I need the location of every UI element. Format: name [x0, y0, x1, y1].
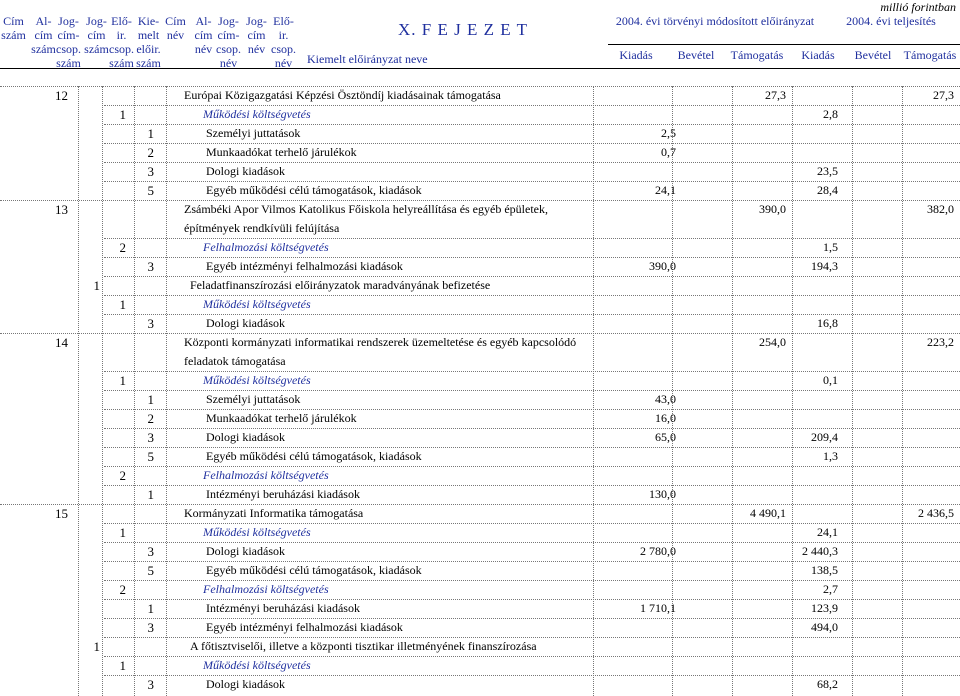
col-header-line: Elő- [111, 14, 132, 28]
table-row [0, 181, 960, 200]
row-label: Dologi kiadások [206, 316, 285, 330]
row-code: 1 [147, 126, 154, 141]
row-tamogatas-2: 382,0 [927, 202, 954, 216]
row-label: Kormányzati Informatika támogatása [184, 506, 364, 520]
row-label: Dologi kiadások [206, 164, 285, 178]
col-header-line: szám [84, 42, 109, 56]
row-code: 1 [119, 525, 126, 540]
table-row [0, 200, 960, 238]
row-kiadas: 390,0 [649, 259, 676, 273]
row-kiadas-2: 28,4 [817, 183, 838, 197]
row-label: Felhalmozási költségvetés [203, 468, 329, 482]
table-row [0, 523, 960, 542]
row-kiadas: 24,1 [655, 183, 676, 197]
row-tamogatas-1: 4 490,1 [750, 506, 786, 520]
row-label: Egyéb intézményi felhalmozási kiadások [206, 259, 403, 273]
row-code: 1 [147, 392, 154, 407]
row-kiadas-2: 1,5 [823, 240, 838, 254]
row-tamogatas-2: 27,3 [933, 88, 954, 102]
col-header-line: név [247, 42, 266, 56]
col-header-1 [30, 14, 57, 56]
row-code: 2 [119, 582, 126, 597]
col-header-line: csop. [56, 42, 81, 56]
row-kiadas: 0,7 [661, 145, 676, 159]
row-tamogatas-1: 27,3 [765, 88, 786, 102]
group2-title: 2004. évi teljesítés [846, 14, 936, 28]
col-header-line: cím- [217, 28, 240, 42]
row-kiadas-2: 16,8 [817, 316, 838, 330]
col-header-line: szám [31, 42, 56, 56]
row-code: 1 [119, 658, 126, 673]
col-header-line: név [219, 56, 238, 70]
col-header-line: Elő- [273, 14, 294, 28]
col-header-line: szám [1, 28, 26, 42]
col-header-line: Jog- [58, 14, 79, 28]
table-row [0, 599, 960, 618]
col-header-line: cím [87, 28, 106, 42]
row-label: Munkaadókat terhelő járulékok [206, 145, 357, 159]
col-header-10 [270, 14, 297, 70]
table-row [0, 86, 960, 105]
table-row [0, 656, 960, 675]
row-label: Felhalmozási költségvetés [203, 240, 329, 254]
table-row [0, 257, 960, 276]
row-code: 2 [119, 240, 126, 255]
col-header-line: csop. [109, 42, 134, 56]
row-label: Működési költségvetés [203, 525, 311, 539]
row-kiadas-2: 194,3 [811, 259, 838, 273]
row-kiadas-2: 1,3 [823, 449, 838, 463]
col-header-2 [55, 14, 82, 70]
row-label-cont: építmények rendkívüli felújítása [184, 221, 340, 235]
row-label: A főtisztviselői, illetve a központi tisztikar illetményének finanszírozása [190, 639, 537, 653]
table-row [0, 238, 960, 257]
col-header-line: Jog- [218, 14, 239, 28]
table-row [0, 105, 960, 124]
table-row [0, 618, 960, 637]
sub-col-header-2: Támogatás [730, 48, 784, 62]
row-label: Dologi kiadások [206, 677, 285, 691]
table-row [0, 485, 960, 504]
col-header-line: cím [34, 28, 53, 42]
table-row [0, 542, 960, 561]
row-label: Intézményi beruházási kiadások [206, 601, 360, 615]
table-row [0, 466, 960, 485]
row-label: Munkaadókat terhelő járulékok [206, 411, 357, 425]
sub-col-header-0: Kiadás [619, 48, 653, 62]
row-label: Működési költségvetés [203, 107, 311, 121]
table-row [0, 428, 960, 447]
row-kiadas: 130,0 [649, 487, 676, 501]
row-label-cont: feladatok támogatása [184, 354, 286, 368]
row-code: 12 [55, 88, 68, 103]
col-header-line: Al- [35, 14, 52, 28]
row-kiadas-2: 2,7 [823, 582, 838, 596]
row-label: Működési költségvetés [203, 297, 311, 311]
col-header-5 [135, 14, 162, 70]
col-header-9 [243, 14, 270, 56]
row-label: Egyéb működési célú támogatások, kiadások [206, 449, 422, 463]
row-code: 5 [147, 449, 154, 464]
table-row [0, 314, 960, 333]
row-tamogatas-1: 390,0 [759, 202, 786, 216]
sub-col-header-5: Támogatás [903, 48, 957, 62]
row-label: Intézményi beruházási kiadások [206, 487, 360, 501]
col-header-line: Jog- [86, 14, 107, 28]
row-label: Dologi kiadások [206, 544, 285, 558]
row-tamogatas-1: 254,0 [759, 335, 786, 349]
row-label: Egyéb működési célú támogatások, kiadások [206, 563, 422, 577]
table-row [0, 371, 960, 390]
row-kiadas-2: 494,0 [811, 620, 838, 634]
row-label: Egyéb működési célú támogatások, kiadások [206, 183, 422, 197]
table-row [0, 276, 960, 295]
table-row [0, 580, 960, 599]
table-row [0, 447, 960, 466]
col-header-line: előir. [136, 42, 161, 56]
header-top-rule [608, 44, 960, 45]
row-label: Működési költségvetés [203, 658, 311, 672]
table-row [0, 295, 960, 314]
row-kiadas-2: 138,5 [811, 563, 838, 577]
col-header-6 [162, 14, 189, 42]
row-kiadas-2: 209,4 [811, 430, 838, 444]
col-header-line: szám [136, 56, 161, 70]
table-row [0, 675, 960, 694]
row-code: 5 [147, 563, 154, 578]
row-code: 1 [119, 373, 126, 388]
row-code: 3 [147, 544, 154, 559]
row-label: Személyi juttatások [206, 392, 301, 406]
table-row [0, 390, 960, 409]
table-row [0, 637, 960, 656]
row-kiadas: 2,5 [661, 126, 676, 140]
col-header-line: név [166, 28, 185, 42]
table-row [0, 124, 960, 143]
row-kiadas: 43,0 [655, 392, 676, 406]
row-code: 13 [55, 202, 68, 217]
col-header-line: Al- [195, 14, 212, 28]
unit-note: millió forintban [880, 0, 956, 14]
col-header-line: ir. [116, 28, 127, 42]
row-code: 2 [119, 468, 126, 483]
sub-col-header-1: Bevétel [677, 48, 715, 62]
row-code: 1 [93, 639, 100, 654]
row-tamogatas-2: 2 436,5 [918, 506, 954, 520]
col-header-line: cím [247, 28, 266, 42]
col-header-0 [0, 14, 27, 42]
row-label: Felhalmozási költségvetés [203, 582, 329, 596]
col-header-7 [190, 14, 217, 56]
row-label: Működési költségvetés [203, 373, 311, 387]
row-label: Egyéb intézményi felhalmozási kiadások [206, 620, 403, 634]
row-kiadas: 65,0 [655, 430, 676, 444]
sub-col-header-3: Kiadás [801, 48, 835, 62]
col-header-line: Cím [165, 14, 186, 28]
row-code: 1 [119, 297, 126, 312]
group1-title [608, 14, 822, 28]
row-label: Személyi juttatások [206, 126, 301, 140]
row-kiadas: 2 780,0 [640, 544, 676, 558]
col-header-4 [108, 14, 135, 70]
col-header-line: név [194, 42, 213, 56]
table-row [0, 333, 960, 371]
table-row [0, 162, 960, 181]
sub-col-header-4: Bevétel [854, 48, 892, 62]
col-header-line: szám [109, 56, 134, 70]
row-code: 3 [147, 620, 154, 635]
row-code: 2 [147, 145, 154, 160]
row-kiadas-2: 24,1 [817, 525, 838, 539]
table-row [0, 504, 960, 523]
col-header-line: Jog- [246, 14, 267, 28]
col-header-line: Cím [3, 14, 24, 28]
chapter-title: X. F E J E Z E T [398, 20, 528, 39]
table-row [0, 561, 960, 580]
col-header-line: csop. [271, 42, 296, 56]
row-code: 5 [147, 183, 154, 198]
row-kiadas-2: 68,2 [817, 677, 838, 691]
col-header-line: szám [56, 56, 81, 70]
row-code: 1 [147, 487, 154, 502]
row-label: Európai Közigazgatási Képzési Ösztöndíj kiadásainak támogatása [184, 88, 501, 102]
col-header-line: név [274, 56, 293, 70]
row-code: 3 [147, 430, 154, 445]
row-tamogatas-2: 223,2 [927, 335, 954, 349]
row-label: Központi kormányzati informatikai rendszerek üzemeltetése és egyéb kapcsolódó [184, 335, 577, 349]
row-kiadas-2: 2 440,3 [802, 544, 838, 558]
col-header-8 [215, 14, 242, 70]
kiemelt-label: Kiemelt előirányzat neve [307, 52, 428, 66]
row-code: 14 [55, 335, 68, 350]
col-header-line: cím- [57, 28, 80, 42]
col-header-line: melt [137, 28, 160, 42]
row-label: Feladatfinanszírozási előirányzatok maradványának befizetése [190, 278, 491, 292]
col-header-line: ir. [278, 28, 289, 42]
col-header-line: cím [194, 28, 213, 42]
row-code: 2 [147, 411, 154, 426]
col-header-line: csop. [216, 42, 241, 56]
row-label: Zsámbéki Apor Vilmos Katolikus Főiskola helyreállítása és egyéb épületek, [184, 202, 548, 216]
row-code: 3 [147, 316, 154, 331]
row-kiadas: 16,0 [655, 411, 676, 425]
header-bottom-rule [0, 68, 960, 69]
row-kiadas: 1 710,1 [640, 601, 676, 615]
group1-title-text: 2004. évi törvényi módosított előirányzat [615, 14, 815, 28]
row-kiadas-2: 2,8 [823, 107, 838, 121]
row-code: 1 [93, 278, 100, 293]
row-code: 3 [147, 677, 154, 692]
row-kiadas-2: 23,5 [817, 164, 838, 178]
row-label: Dologi kiadások [206, 430, 285, 444]
table-row [0, 409, 960, 428]
row-kiadas-2: 123,9 [811, 601, 838, 615]
col-header-3 [83, 14, 110, 56]
row-code: 3 [147, 164, 154, 179]
row-code: 3 [147, 259, 154, 274]
row-code: 1 [119, 107, 126, 122]
row-code: 15 [55, 506, 68, 521]
col-header-line: Kie- [137, 14, 160, 28]
row-kiadas-2: 0,1 [823, 373, 838, 387]
table-row [0, 143, 960, 162]
row-code: 1 [147, 601, 154, 616]
